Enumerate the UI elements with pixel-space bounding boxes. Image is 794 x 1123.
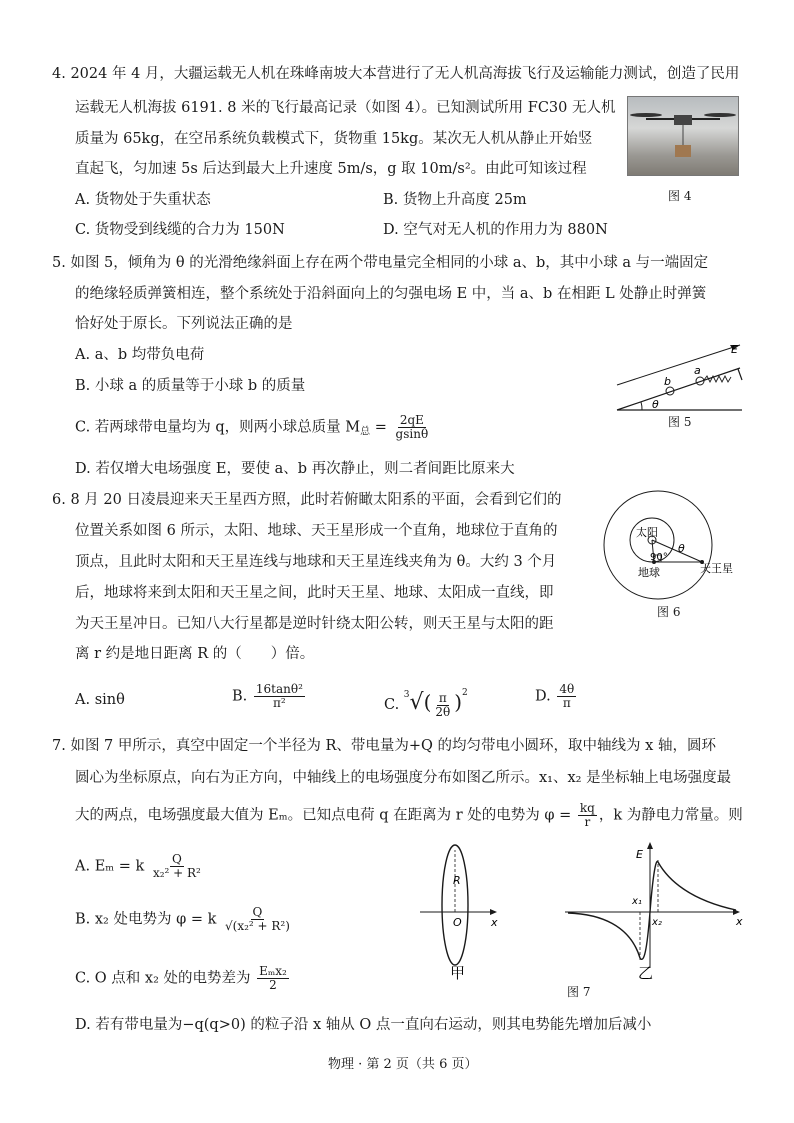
q4-option-d: D. 空气对无人机的作用力为 880N bbox=[383, 222, 608, 238]
figure-5-e-label: E bbox=[731, 343, 738, 356]
drone-photo bbox=[627, 96, 739, 176]
figure-5-b-label: b bbox=[664, 375, 671, 388]
figure-5-caption: 图 5 bbox=[668, 415, 692, 429]
drone-illustration bbox=[628, 97, 738, 175]
figure-7-r-label: R bbox=[453, 874, 461, 887]
q6-line6: 离 r 约是地日距离 R 的（ ）倍。 bbox=[75, 646, 315, 662]
q7-option-a: A. Eₘ = k $\frac{Q}{\text{x₂² + R²}}$ bbox=[75, 852, 201, 880]
figure-6-right-angle-label: 90° bbox=[650, 552, 668, 563]
figure-5-incline bbox=[612, 340, 752, 420]
q5-option-b: B. 小球 a 的质量等于小球 b 的质量 bbox=[75, 378, 306, 394]
q5-option-d: D. 若仅增大电场强度 E，要使 a、b 再次静止，则二者间距比原来大 bbox=[75, 461, 515, 477]
q7-line1: 7. 如图 7 甲所示，真空中固定一个半径为 R、带电量为+Q 的均匀带电小圆环，取中轴线为 x 轴，圆环 bbox=[52, 738, 716, 754]
figure-6-theta-label: θ bbox=[678, 542, 685, 555]
figure-7-x1-label: x₁ bbox=[632, 896, 642, 907]
q5-option-a: A. a、b 均带负电荷 bbox=[75, 347, 205, 363]
figure-6-orbit-diagram bbox=[598, 490, 748, 600]
q4-line2: 运载无人机海拔 6191. 8 米的飞行最高记录（如图 4）。已知测试所用 FC30 无人机 bbox=[75, 100, 616, 116]
figure-7-x2-label: x₂ bbox=[652, 917, 662, 928]
figure-5-theta-label: θ bbox=[652, 398, 659, 411]
figure-4-caption: 图 4 bbox=[668, 189, 692, 203]
figure-7-jia-x-label: x bbox=[491, 916, 498, 929]
q4-option-c: C. 货物受到线缆的合力为 150N bbox=[75, 222, 285, 238]
q7-line2: 圆心为坐标原点，向右为正方向，中轴线上的电场强度分布如图乙所示。x₁、x₂ 是坐标轴上电场强度最 bbox=[75, 770, 732, 786]
q4-line4: 直起飞，匀加速 5s 后达到最大上升速度 5m/s，g 取 10m/s²。由此可知该过程 bbox=[75, 161, 587, 177]
q5-line3: 恰好处于原长。下列说法正确的是 bbox=[75, 316, 293, 332]
q5-line2: 的绝缘轻质弹簧相连，整个系统处于沿斜面向上的匀强电场 E 中，当 a、b 在相距 L 处静止时弹簧 bbox=[75, 286, 707, 302]
figure-7-yi-field-graph bbox=[560, 840, 750, 980]
q6-option-d: D. $\frac{4\theta}{\pi}$ bbox=[535, 682, 575, 710]
figure-5-a-label: a bbox=[694, 364, 701, 377]
q4-line3: 质量为 65kg，在空吊系统负载模式下，货物重 15kg。某次无人机从静止开始竖 bbox=[75, 131, 593, 147]
q6-option-c: C. $^3$√( $\frac{\pi}{2\theta}$ )$^2$ bbox=[384, 688, 468, 719]
q6-line1: 6. 8 月 20 日凌晨迎来天王星西方照，此时若俯瞰太阳系的平面，会看到它们的 bbox=[52, 492, 562, 508]
q5-line1: 5. 如图 5，倾角为 θ 的光滑绝缘斜面上存在两个带电量完全相同的小球 a、b，其中小球 a 与一端固定 bbox=[52, 255, 709, 271]
figure-7-caption: 图 7 bbox=[567, 985, 591, 999]
figure-7-jia-ring bbox=[415, 840, 525, 980]
q7-line3: 大的两点，电场强度最大值为 Eₘ。已知点电荷 q 在距离为 r 处的电势为 φ = $\frac{kq}{r}$ ，k 为静电力常量。则 bbox=[75, 801, 743, 829]
q6-option-b: B. $\frac{\text{16tanθ²}}{\text{π²}}$ bbox=[232, 682, 303, 710]
q7-option-d: D. 若有带电量为−q(q>0) 的粒子沿 x 轴从 O 点一直向右运动，则其电势能先增加后减小 bbox=[75, 1017, 652, 1033]
q5-mass-fraction: $\frac{2qE}{gsin\theta}$ bbox=[395, 413, 429, 441]
figure-6-caption: 图 6 bbox=[657, 605, 681, 619]
figure-6-earth-label: 地球 bbox=[638, 566, 660, 579]
q6-line2: 位置关系如图 6 所示，太阳、地球、天王星形成一个直角，地球位于直角的 bbox=[75, 523, 558, 539]
q7-option-b: B. x₂ 处电势为 φ = k $\frac{Q}{\text{√(x₂² + R²)}}$ bbox=[75, 905, 290, 933]
figure-7-jia-label: 甲 bbox=[450, 964, 466, 982]
q4-option-b: B. 货物上升高度 25m bbox=[383, 192, 527, 208]
figure-7-yi-x-label: x bbox=[736, 915, 743, 928]
q6-line5: 为天王星冲日。已知八大行星都是逆时针绕太阳公转，则天王星与太阳的距 bbox=[75, 616, 554, 632]
figure-6-uranus-label: 天王星 bbox=[700, 562, 733, 575]
page-footer: 物理 · 第 2 页（共 6 页） bbox=[328, 1057, 478, 1072]
figure-7-o-label: O bbox=[453, 916, 462, 929]
q5-option-c: C. 若两球带电量均为 q，则两小球总质量 $M_总$ = $\frac{2qE}{gsin\theta}$ bbox=[75, 413, 429, 441]
figure-6-sun-label: 太阳 bbox=[636, 526, 658, 539]
figure-7-e-label: E bbox=[636, 848, 643, 861]
q7-option-c: C. O 点和 x₂ 处的电势差为 $\frac{\text{Eₘx₂}}{2}$ bbox=[75, 964, 287, 992]
q6-line4: 后，地球将来到太阳和天王星之间，此时天王星、地球、太阳成一直线，即 bbox=[75, 585, 554, 601]
figure-7-yi-label: 乙 bbox=[638, 964, 654, 982]
q4-option-a: A. 货物处于失重状态 bbox=[75, 192, 211, 208]
q6-option-a: A. sinθ bbox=[75, 692, 125, 708]
q4-line1: 4. 2024 年 4 月，大疆运载无人机在珠峰南坡大本营进行了无人机高海拔飞行及运输能力测试，创造了民用 bbox=[52, 66, 740, 82]
q6-line3: 顶点，且此时太阳和天王星连线与地球和天王星连线夹角为 θ。大约 3 个月 bbox=[75, 554, 557, 570]
